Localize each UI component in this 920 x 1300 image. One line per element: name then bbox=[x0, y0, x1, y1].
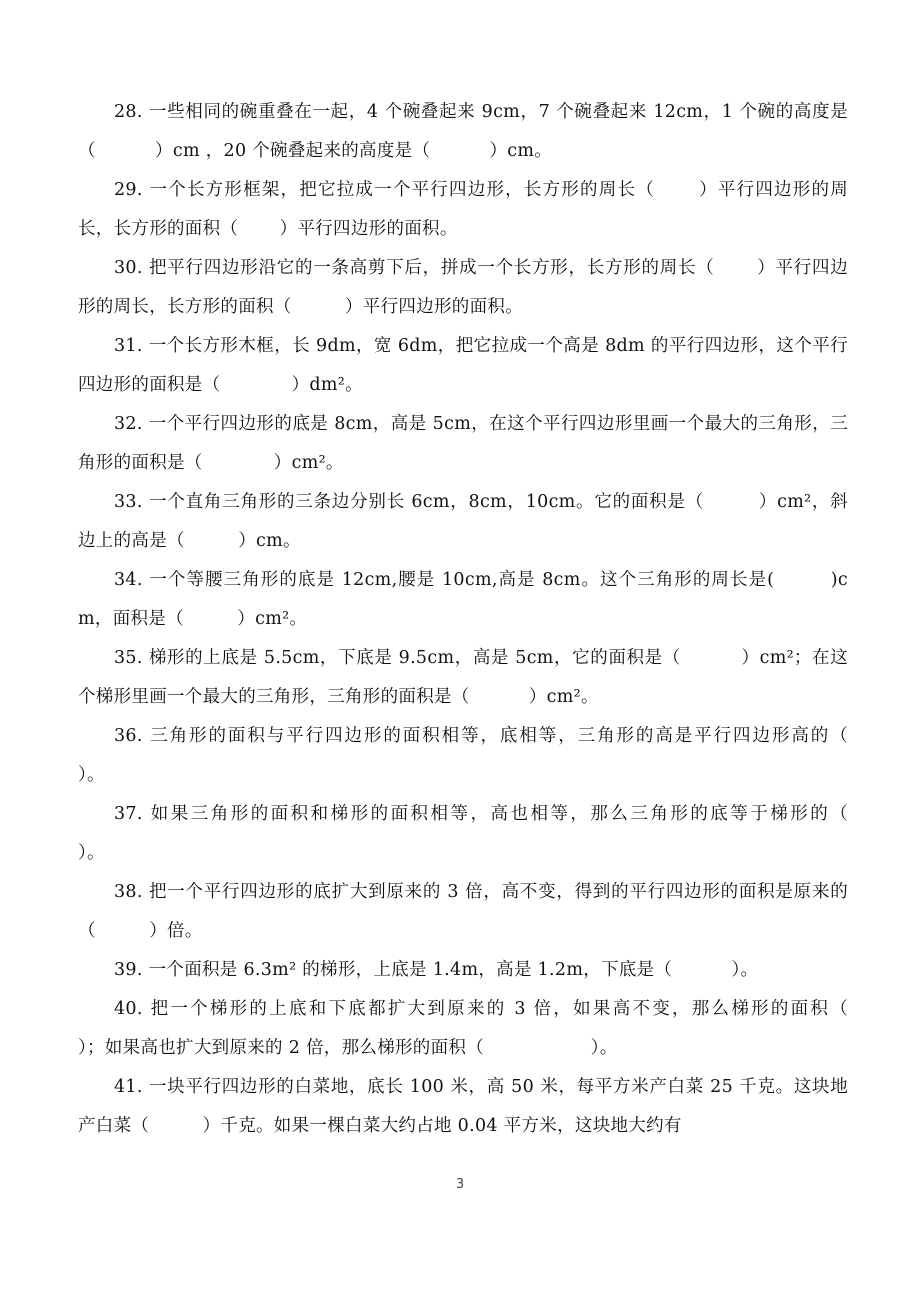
problem-37: 37. 如果三角形的面积和梯形的面积相等，高也相等，那么三角形的底等于梯形的（ ）。 bbox=[78, 804, 908, 863]
problem-32: 32. 一个平行四边形的底是 8cm，高是 5cm，在这个平行四边形里画一个最大的三角形，三角形的面积是（ ）cm²。 bbox=[78, 414, 848, 473]
problem-31: 31. 一个长方形木框，长 9dm，宽 6dm，把它拉成一个高是 8dm 的平行四边形，这个平行四边形的面积是（ ）dm²。 bbox=[78, 336, 848, 395]
problem-35: 35. 梯形的上底是 5.5cm，下底是 9.5cm，高是 5cm，它的面积是（ ）cm²；在这个梯形里画一个最大的三角形，三角形的面积是（ ）cm²。 bbox=[78, 648, 848, 707]
problem-list bbox=[78, 93, 920, 1146]
problem-28: 28. 一些相同的碗重叠在一起，4 个碗叠起来 9cm，7 个碗叠起来 12cm，1 个碗的高度是（ ）cm ，20 个碗叠起来的高度是（ ）cm。 bbox=[78, 102, 848, 161]
problem-29: 29. 一个长方形框架，把它拉成一个平行四边形，长方形的周长（ ）平行四边形的周长，长方形的面积（ ）平行四边形的面积。 bbox=[78, 180, 848, 239]
problem-39: 39. 一个面积是 6.3m² 的梯形，上底是 1.4m，高是 1.2m，下底是（ ）。 bbox=[114, 960, 759, 980]
problem-30: 30. 把平行四边形沿它的一条高剪下后，拼成一个长方形，长方形的周长（ ）平行四边形的周长，长方形的面积（ ）平行四边形的面积。 bbox=[78, 258, 848, 317]
problem-38: 38. 把一个平行四边形的底扩大到原来的 3 倍，高不变，得到的平行四边形的面积是原来的（ ）倍。 bbox=[78, 882, 848, 941]
page-number: 3 bbox=[455, 1177, 465, 1192]
problem-41: 41. 一块平行四边形的白菜地，底长 100 米，高 50 米，每平方米产白菜 25 千克。这块地产白菜（ ）千克。如果一棵白菜大约占地 0.04 平方米，这块地大约有 bbox=[78, 1077, 848, 1136]
problem-34: 34. 一个等腰三角形的底是 12cm,腰是 10cm,高是 8cm。这个三角形的周长是( )cm，面积是（ ）cm²。 bbox=[78, 570, 848, 629]
problem-33: 33. 一个直角三角形的三条边分别长 6cm，8cm，10cm。它的面积是（ ）cm²，斜边上的高是（ ）cm。 bbox=[78, 492, 848, 551]
problem-36: 36. 三角形的面积与平行四边形的面积相等，底相等，三角形的高是平行四边形高的（ ）。 bbox=[78, 726, 902, 785]
problem-40: 40. 把一个梯形的上底和下底都扩大到原来的 3 倍，如果高不变，那么梯形的面积（ ）；如果高也扩大到原来的 2 倍，那么梯形的面积（ ）。 bbox=[78, 999, 920, 1058]
